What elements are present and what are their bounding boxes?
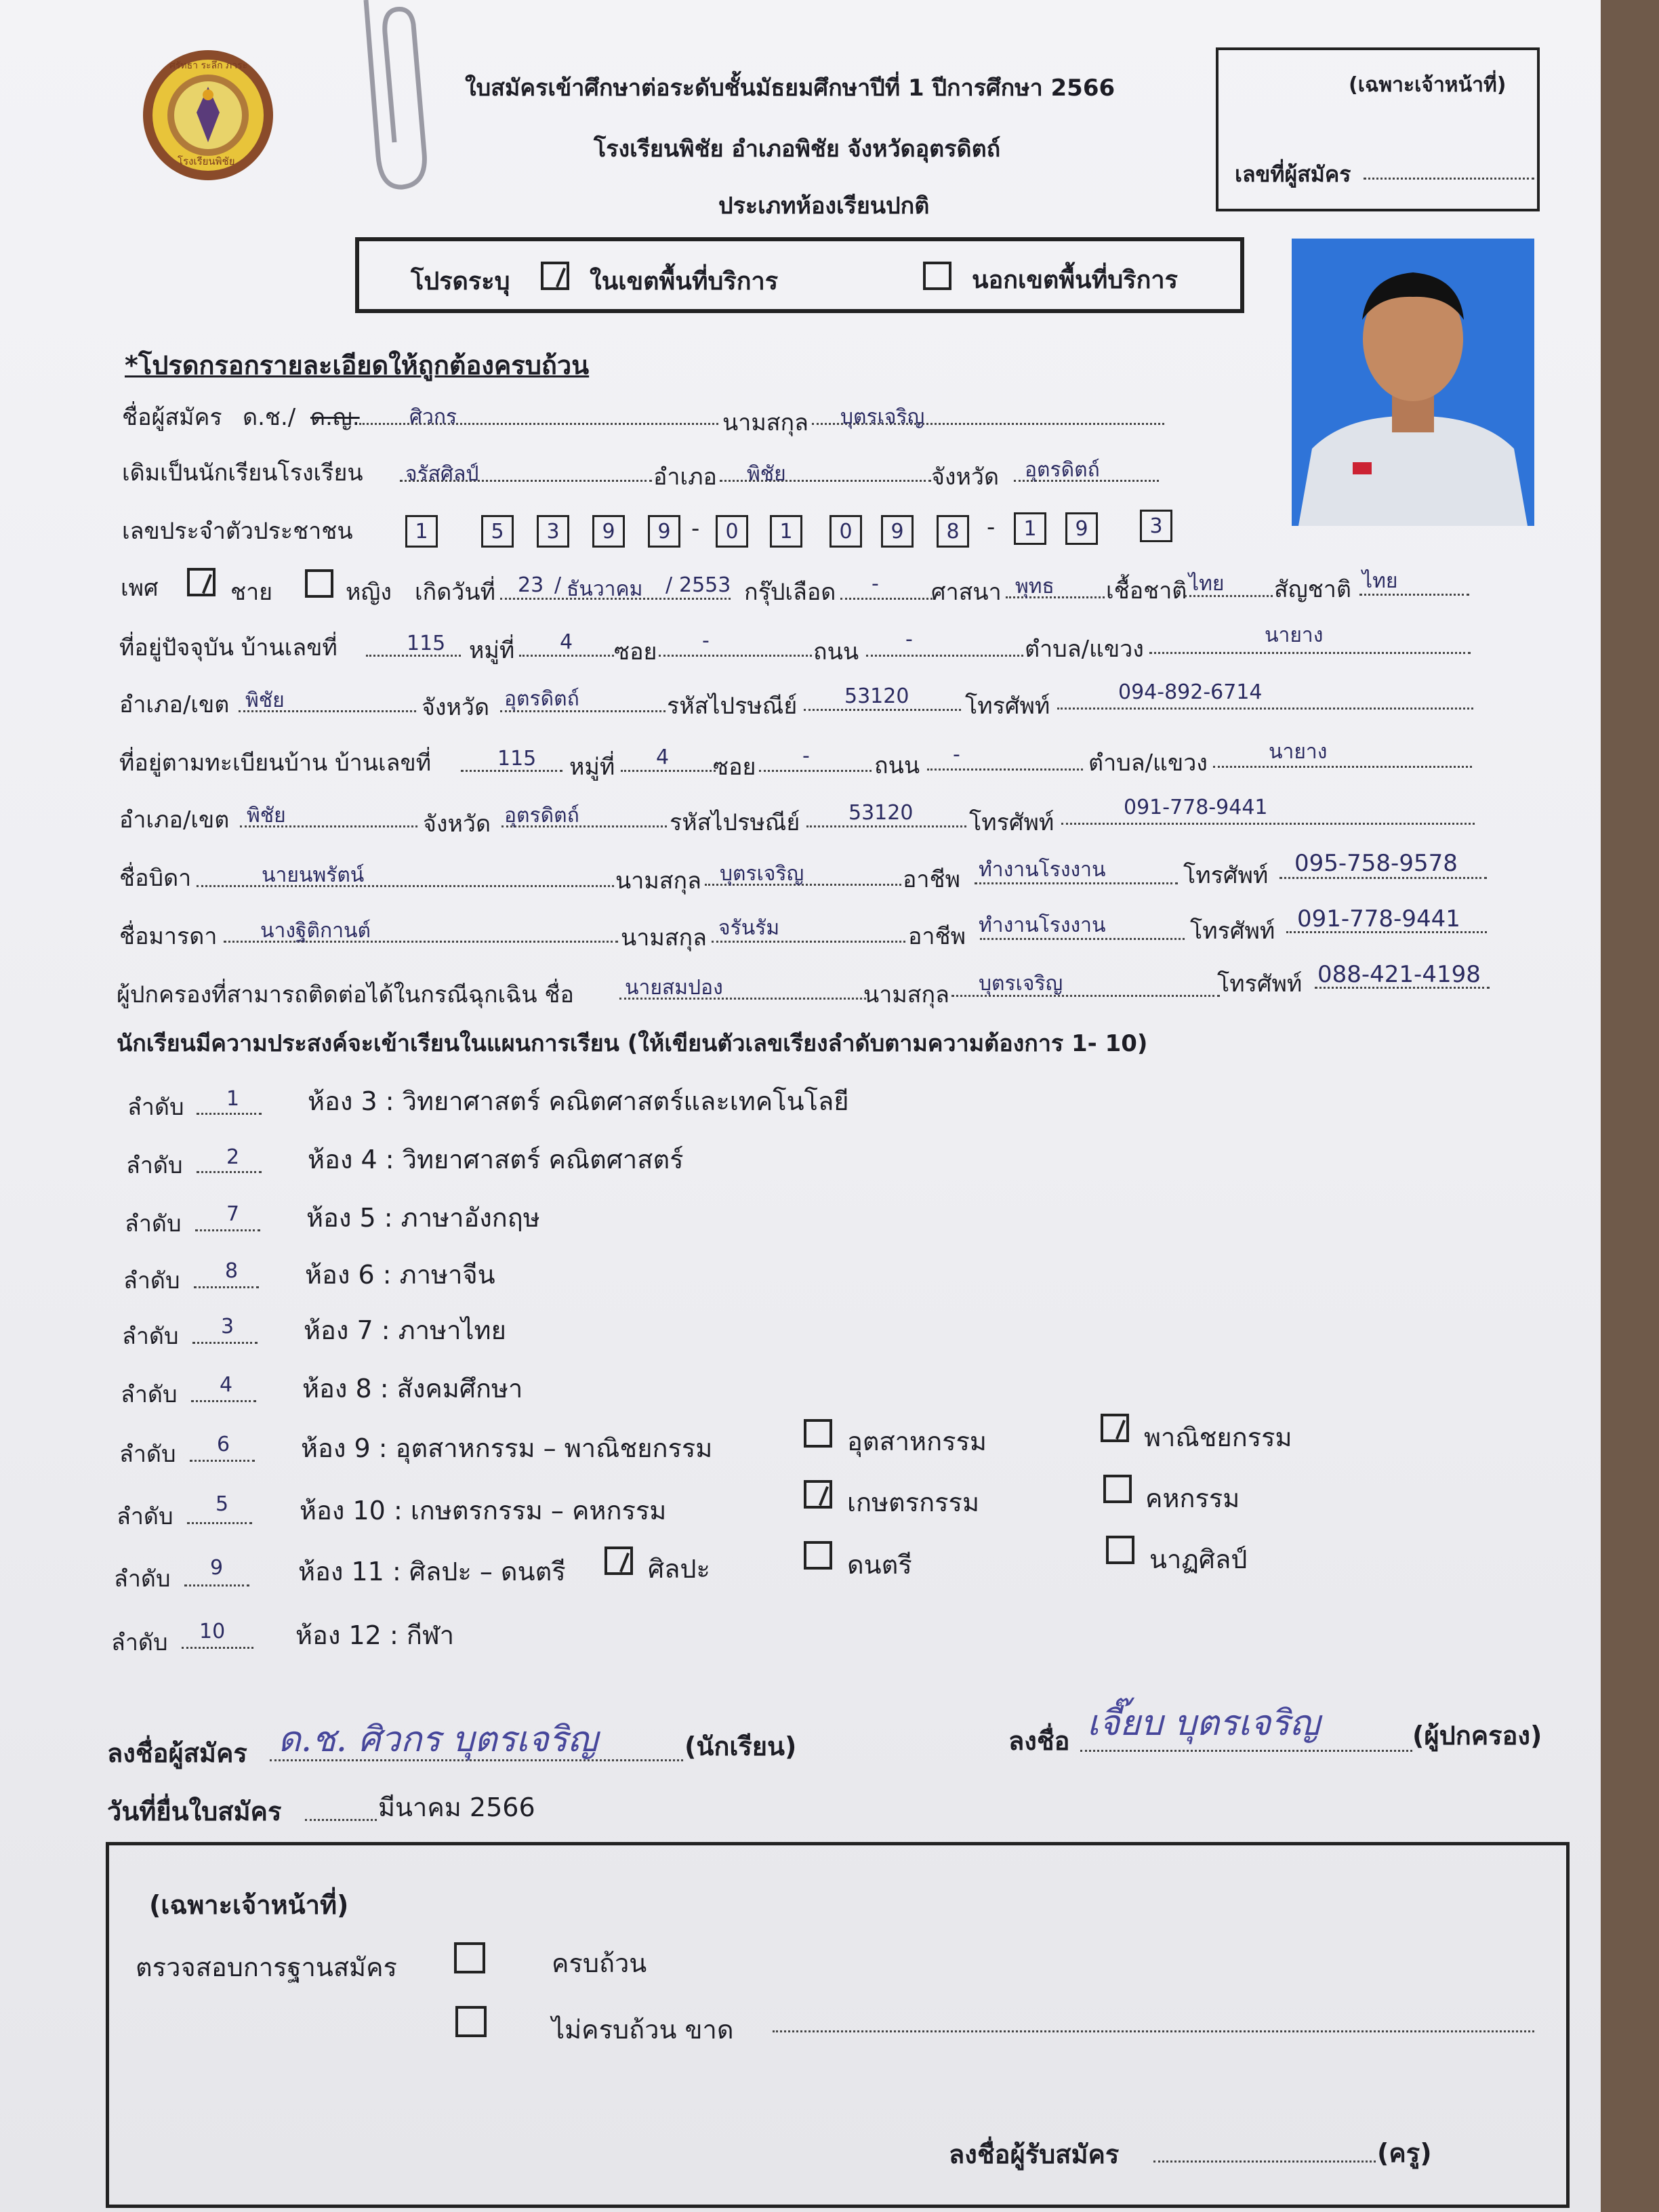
cur-soi-label: ซอย bbox=[614, 638, 657, 665]
rank-field[interactable] bbox=[184, 1584, 249, 1586]
rank-value: 9 bbox=[210, 1556, 224, 1580]
id-digit[interactable]: 1 bbox=[405, 515, 438, 548]
id-separator: - bbox=[987, 514, 996, 541]
applicant-number-label: เลขที่ผู้สมัคร bbox=[1235, 161, 1351, 187]
id-digit[interactable]: 5 bbox=[481, 515, 514, 548]
cur-phone-field[interactable] bbox=[1057, 708, 1473, 710]
reg-house-value: 115 bbox=[497, 747, 537, 771]
reg-district-label: อำเภอ/เขต bbox=[119, 806, 230, 834]
mother-surname-value: จรันรัม bbox=[718, 916, 780, 940]
rank-value: 2 bbox=[226, 1145, 240, 1169]
student-portrait-icon bbox=[1292, 239, 1534, 526]
complete-checkbox[interactable] bbox=[454, 1942, 485, 1973]
applicant-photo bbox=[1292, 239, 1534, 526]
cur-soi-value: - bbox=[702, 629, 710, 653]
order-label: ลำดับ bbox=[126, 1152, 183, 1179]
submit-date-field[interactable] bbox=[305, 1819, 377, 1821]
rank-field[interactable] bbox=[197, 1171, 262, 1173]
receiver-role: (ครู) bbox=[1377, 2138, 1432, 2168]
id-digit[interactable]: 9 bbox=[592, 515, 625, 548]
cur-postal-label: รหัสไปรษณีย์ bbox=[667, 693, 798, 720]
id-digit[interactable]: 1 bbox=[770, 515, 802, 548]
id-digit[interactable]: 0 bbox=[830, 515, 862, 548]
father-name-value: นายนพรัตน์ bbox=[262, 863, 365, 887]
order-label: ลำดับ bbox=[123, 1267, 180, 1294]
current-address-label: ที่อยู่ปัจจุบัน บ้านเลขที่ bbox=[119, 634, 337, 661]
surname-value: บุตรเจริญ bbox=[840, 405, 925, 429]
reg-soi-label: ซอย bbox=[713, 754, 756, 781]
area-prompt: โปรดระบุ bbox=[411, 268, 510, 295]
blood-field[interactable] bbox=[840, 598, 933, 600]
reg-province-label: จังหวัด bbox=[423, 811, 491, 838]
official-use-label: (เฉพาะเจ้าหน้าที่) bbox=[1349, 73, 1507, 97]
father-surname-value: บุตรเจริญ bbox=[720, 862, 804, 886]
home-econ-checkbox[interactable] bbox=[1103, 1475, 1132, 1503]
applicant-number-field[interactable] bbox=[1364, 178, 1534, 180]
mother-job-label: อาชีพ bbox=[908, 923, 966, 950]
race-label: เชื้อชาติ bbox=[1106, 577, 1187, 605]
applicant-role: (นักเรียน) bbox=[684, 1732, 797, 1761]
room-label: ห้อง 11 : ศิลปะ – ดนตรี bbox=[298, 1557, 566, 1586]
room-label: ห้อง 7 : ภาษาไทย bbox=[304, 1315, 506, 1345]
blood-value: - bbox=[872, 572, 879, 596]
art-checkbox[interactable] bbox=[605, 1547, 633, 1575]
reg-soi-value: - bbox=[802, 744, 810, 768]
rank-value: 10 bbox=[199, 1620, 226, 1643]
birth-year-value: 2553 bbox=[679, 573, 731, 597]
reg-moo-label: หมู่ที่ bbox=[569, 754, 615, 781]
reg-postal-value: 53120 bbox=[848, 801, 914, 825]
room-type: ประเภทห้องเรียนปกติ bbox=[718, 192, 930, 220]
receiver-signature-field[interactable] bbox=[1153, 2160, 1376, 2163]
first-name-value: ศิวกร bbox=[409, 405, 457, 429]
room-label: ห้อง 5 : ภาษาอังกฤษ bbox=[306, 1203, 540, 1233]
mother-phone-value: 091-778-9441 bbox=[1297, 905, 1460, 933]
id-digit[interactable]: 9 bbox=[881, 515, 914, 548]
applicant-signature: ด.ช. ศิวกร บุตรเจริญ bbox=[278, 1719, 598, 1760]
applicant-name-label: ชื่อผู้สมัคร bbox=[122, 404, 222, 431]
prev-school-label: เดิมเป็นนักเรียนโรงเรียน bbox=[122, 459, 363, 487]
order-label: ลำดับ bbox=[125, 1210, 182, 1237]
father-phone-field[interactable] bbox=[1279, 877, 1487, 879]
cur-province-value: อุตรดิตถ์ bbox=[504, 687, 579, 711]
id-digit[interactable]: 0 bbox=[716, 515, 748, 548]
incomplete-checkbox[interactable] bbox=[455, 2006, 487, 2037]
mother-phone-label: โทรศัพท์ bbox=[1190, 918, 1275, 945]
guardian-phone-label: โทรศัพท์ bbox=[1217, 970, 1303, 998]
father-name-field[interactable] bbox=[197, 885, 614, 887]
applicant-sign-label: ลงชื่อผู้สมัคร bbox=[107, 1738, 247, 1768]
reg-postal-label: รหัสไปรษณีย์ bbox=[670, 809, 800, 836]
title-options: ด.ช./ bbox=[243, 404, 296, 431]
rank-value: 7 bbox=[226, 1202, 240, 1226]
mother-name-value: นางฐิติกานต์ bbox=[260, 919, 371, 943]
complete-label: ครบถ้วน bbox=[552, 1948, 647, 1978]
reg-postal-field[interactable] bbox=[806, 825, 966, 827]
rank-field[interactable] bbox=[195, 1229, 260, 1231]
male-checkbox[interactable] bbox=[187, 568, 216, 596]
surname-label: นามสกุล bbox=[722, 409, 808, 436]
prev-school-value: จรัสศิลป์ bbox=[405, 462, 479, 486]
cur-postal-field[interactable] bbox=[804, 709, 961, 711]
id-digit[interactable]: 3 bbox=[1140, 510, 1172, 542]
order-label: ลำดับ bbox=[127, 1094, 184, 1121]
male-label: ชาย bbox=[230, 579, 273, 606]
room-label: ห้อง 12 : กีฬา bbox=[295, 1620, 455, 1650]
id-digit[interactable]: 8 bbox=[937, 515, 969, 548]
birth-label: เกิดวันที่ bbox=[415, 579, 496, 606]
form-title: ใบสมัครเข้าศึกษาต่อระดับชั้นมัธยมศึกษาปีที่ 1 ปีการศึกษา 2566 bbox=[465, 75, 1115, 102]
submit-date-label: วันที่ยื่นใบสมัคร bbox=[107, 1797, 282, 1826]
order-label: ลำดับ bbox=[119, 1441, 176, 1468]
cur-house-value: 115 bbox=[407, 632, 446, 655]
father-surname-label: นามสกุล bbox=[615, 867, 701, 895]
commerce-label: พาณิชยกรรม bbox=[1144, 1422, 1292, 1452]
dance-checkbox[interactable] bbox=[1106, 1536, 1134, 1564]
nationality-value: ไทย bbox=[1362, 569, 1398, 593]
in-area-label: ในเขตพื้นที่บริการ bbox=[590, 268, 779, 295]
guardian-signature: เจี๊ยบ บุตรเจริญ bbox=[1087, 1703, 1320, 1744]
guardian-role: (ผู้ปกครอง) bbox=[1412, 1721, 1542, 1750]
commerce-checkbox[interactable] bbox=[1101, 1414, 1129, 1442]
id-separator: - bbox=[691, 515, 700, 542]
father-job-label: อาชีพ bbox=[903, 866, 960, 893]
logo-text-top: ศรัทธา ระลึก ภาระ bbox=[169, 60, 248, 71]
reg-phone-value: 091-778-9441 bbox=[1124, 796, 1268, 819]
school-name: โรงเรียนพิชัย อำเภอพิชัย จังหวัดอุตรดิตถ์ bbox=[594, 136, 1001, 163]
registered-address-label: ที่อยู่ตามทะเบียนบ้าน บ้านเลขที่ bbox=[119, 750, 432, 777]
order-label: ลำดับ bbox=[121, 1381, 178, 1408]
missing-items-field[interactable] bbox=[773, 2030, 1534, 2032]
cur-subdistrict-field[interactable] bbox=[1149, 652, 1471, 654]
nationality-label: สัญชาติ bbox=[1274, 576, 1351, 603]
father-label: ชื่อบิดา bbox=[119, 865, 192, 892]
female-label: หญิง bbox=[346, 579, 392, 606]
plan-heading: นักเรียนมีความประสงค์จะเข้าเรียนในแผนการเรียน (ให้เขียนตัวเลขเรียงลำดับตามความต้องการ 1- 10) bbox=[117, 1030, 1148, 1057]
id-label: เลขประจำตัวประชาชน bbox=[122, 518, 353, 545]
rank-value: 5 bbox=[216, 1492, 229, 1516]
cur-moo-value: 4 bbox=[560, 630, 573, 654]
reg-road-field[interactable] bbox=[927, 769, 1083, 771]
reg-province-value: อุตรดิตถ์ bbox=[504, 804, 579, 827]
reg-phone-field[interactable] bbox=[1061, 823, 1475, 825]
father-phone-value: 095-758-9578 bbox=[1294, 850, 1458, 877]
rank-field[interactable] bbox=[192, 1342, 258, 1344]
rank-field[interactable] bbox=[197, 1113, 262, 1115]
rank-value: 6 bbox=[217, 1433, 230, 1456]
reg-subdistrict-value: นายาง bbox=[1269, 740, 1328, 764]
mother-label: ชื่อมารดา bbox=[119, 923, 218, 950]
guardian-surname-label: นามสกุล bbox=[863, 981, 949, 1008]
order-label: ลำดับ bbox=[114, 1565, 171, 1593]
guardian-name-value: นายสมปอง bbox=[625, 976, 723, 1000]
cur-province-label: จังหวัด bbox=[422, 694, 490, 721]
room-label: ห้อง 3 : วิทยาศาสตร์ คณิตศาสตร์และเทคโนโลยี bbox=[308, 1086, 849, 1116]
rank-value: 8 bbox=[225, 1259, 239, 1283]
submit-date-value: มีนาคม 2566 bbox=[378, 1793, 535, 1822]
blood-label: กรุ๊ปเลือด bbox=[744, 579, 836, 606]
cur-moo-label: หมู่ที่ bbox=[469, 637, 515, 664]
reg-subdistrict-field[interactable] bbox=[1213, 766, 1472, 768]
room-label: ห้อง 9 : อุตสาหกรรม – พาณิชยกรรม bbox=[301, 1433, 713, 1463]
religion-value: พุทธ bbox=[1015, 575, 1054, 598]
rank-field[interactable] bbox=[191, 1400, 256, 1402]
rank-value: 4 bbox=[220, 1373, 233, 1397]
paperclip-icon bbox=[346, 0, 447, 197]
race-value: ไทย bbox=[1189, 572, 1225, 596]
office-section-label: (เฉพาะเจ้าหน้าที่) bbox=[149, 1890, 349, 1920]
industry-label: อุตสาหกรรม bbox=[847, 1427, 987, 1456]
order-label: ลำดับ bbox=[122, 1323, 179, 1350]
incomplete-label: ไม่ครบถ้วน ขาด bbox=[552, 2015, 734, 2045]
receiver-sign-label: ลงชื่อผู้รับสมัคร bbox=[949, 2139, 1120, 2169]
cur-district-label: อำเภอ/เขต bbox=[119, 691, 230, 718]
guardian-surname-value: บุตรเจริญ bbox=[979, 972, 1063, 996]
instruction-text: *โปรดกรอกรายละเอียดให้ถูกต้องครบถ้วน bbox=[125, 350, 590, 380]
out-area-checkbox[interactable] bbox=[923, 262, 951, 290]
mother-surname-label: นามสกุล bbox=[621, 924, 707, 951]
dance-label: นาฏศิลป์ bbox=[1149, 1544, 1248, 1574]
prev-district-label: อำเภอ bbox=[653, 464, 717, 491]
reg-road-value: - bbox=[953, 743, 960, 766]
rank-field[interactable] bbox=[190, 1460, 255, 1462]
room-label: ห้อง 8 : สังคมศึกษา bbox=[302, 1374, 523, 1404]
room-label: ห้อง 10 : เกษตรกรรม – คหกรรม bbox=[300, 1496, 667, 1525]
cur-district-value: พิชัย bbox=[245, 689, 285, 712]
reg-district-value: พิชัย bbox=[247, 804, 286, 827]
father-job-value: ทำงานโรงงาน bbox=[979, 858, 1106, 882]
cur-moo-field[interactable] bbox=[519, 655, 614, 657]
birth-day-value: 23 bbox=[518, 573, 544, 597]
id-digit[interactable]: 1 bbox=[1014, 512, 1046, 545]
birth-sep: / bbox=[665, 573, 673, 597]
rank-field[interactable] bbox=[187, 1522, 252, 1524]
order-label: ลำดับ bbox=[111, 1629, 168, 1656]
birth-month-value: ธันวาคม bbox=[567, 577, 643, 601]
agriculture-label: เกษตรกรรม bbox=[847, 1488, 980, 1517]
cur-postal-value: 53120 bbox=[844, 684, 909, 708]
father-phone-label: โทรศัพท์ bbox=[1183, 862, 1269, 889]
cur-subdistrict-label: ตำบล/แขวง bbox=[1025, 636, 1144, 663]
cur-road-field[interactable] bbox=[866, 655, 1023, 657]
cur-phone-label: โทรศัพท์ bbox=[965, 693, 1050, 720]
prev-province-label: จังหวัด bbox=[931, 464, 1000, 491]
prev-district-value: พิชัย bbox=[747, 462, 786, 486]
guardian-sign-label: ลงชื่อ bbox=[1008, 1726, 1070, 1756]
id-digit[interactable]: 9 bbox=[1065, 512, 1098, 545]
room-label: ห้อง 6 : ภาษาจีน bbox=[305, 1260, 495, 1290]
rank-field[interactable] bbox=[182, 1647, 253, 1649]
cur-road-value: - bbox=[905, 628, 913, 651]
art-label: ศิลปะ bbox=[648, 1554, 710, 1584]
home-econ-label: คหกรรม bbox=[1145, 1483, 1240, 1513]
industry-checkbox[interactable] bbox=[804, 1419, 832, 1448]
cur-subdistrict-value: นายาง bbox=[1265, 623, 1324, 647]
guardian-label: ผู้ปกครองที่สามารถติดต่อได้ในกรณีฉุกเฉิน ชื่อ bbox=[117, 981, 574, 1008]
music-checkbox[interactable] bbox=[804, 1541, 832, 1570]
reg-soi-field[interactable] bbox=[759, 770, 872, 772]
reg-subdistrict-label: ตำบล/แขวง bbox=[1088, 750, 1208, 777]
mother-job-value: ทำงานโรงงาน bbox=[979, 914, 1106, 937]
cur-road-label: ถนน bbox=[813, 638, 859, 665]
reg-phone-label: โทรศัพท์ bbox=[969, 809, 1054, 836]
office-check-label: ตรวจสอบการฐานสมัคร bbox=[136, 1952, 397, 1982]
order-label: ลำดับ bbox=[117, 1503, 173, 1530]
reg-moo-field[interactable] bbox=[621, 770, 716, 772]
id-digit[interactable]: 3 bbox=[537, 515, 569, 548]
reg-moo-value: 4 bbox=[656, 745, 670, 769]
in-area-checkbox[interactable] bbox=[541, 262, 569, 290]
rank-value: 3 bbox=[221, 1315, 234, 1338]
cur-phone-value: 094-892-6714 bbox=[1118, 680, 1263, 704]
religion-label: ศาสนา bbox=[931, 579, 1002, 606]
agriculture-checkbox[interactable] bbox=[804, 1480, 832, 1509]
music-label: ดนตรี bbox=[847, 1550, 912, 1580]
guardian-phone-value: 088-421-4198 bbox=[1317, 961, 1481, 988]
id-digit[interactable]: 9 bbox=[648, 515, 680, 548]
title-struck: ด.ญ. bbox=[310, 404, 360, 431]
reg-road-label: ถนน bbox=[874, 752, 920, 779]
rank-field[interactable] bbox=[194, 1286, 259, 1288]
cur-soi-field[interactable] bbox=[659, 655, 812, 657]
female-checkbox[interactable] bbox=[305, 569, 333, 598]
out-area-label: นอกเขตพื้นที่บริการ bbox=[972, 266, 1178, 294]
rank-value: 1 bbox=[226, 1087, 240, 1111]
gender-label: เพศ bbox=[121, 575, 159, 602]
birth-sep: / bbox=[554, 573, 562, 597]
logo-text-bottom: โรงเรียนพิชัย bbox=[178, 155, 235, 167]
prev-province-value: อุตรดิตถ์ bbox=[1025, 458, 1100, 482]
room-label: ห้อง 4 : วิทยาศาสตร์ คณิตศาสตร์ bbox=[308, 1145, 684, 1174]
